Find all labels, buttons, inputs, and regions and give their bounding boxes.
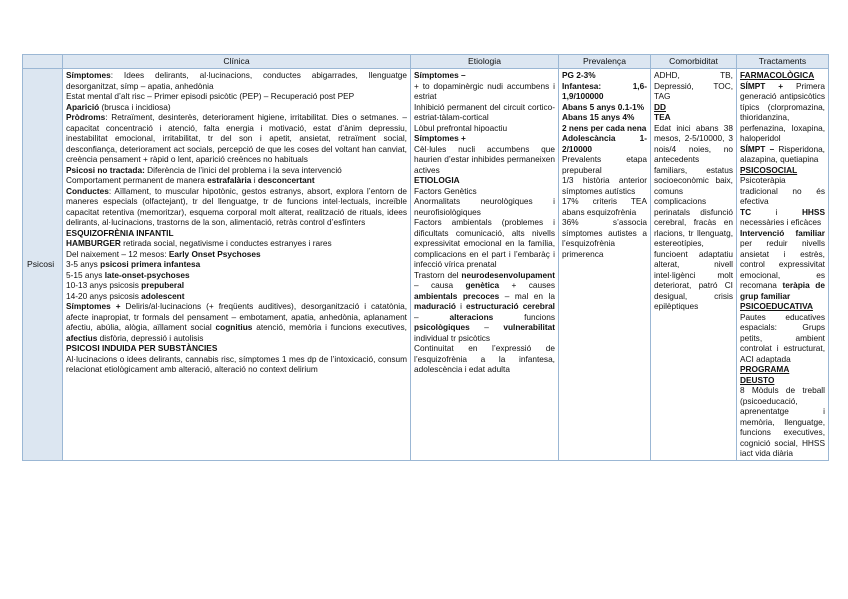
text-run: : Retraïment, desinterès, deteriorament higiene, irritabilitat. Dies o setmanes. – capacitat concentració i atenció, falta energia i motivació, estat d’ànim depressiu, inestabilitat emocional, irritabilitat, tr del son i apetit, ansietat, retraïment social, desconfiança, deteriorament act socials, percepció de que les coses del voltant han canviat, creència pensament + ràpid o lent, aparició creènces no habituals	[66, 112, 407, 164]
cell-paragraph	[414, 102, 555, 123]
text-run: (brusca i incidiosa)	[99, 101, 171, 112]
text-run: ambientals precoces	[414, 290, 500, 301]
text-run: estrafalària	[207, 175, 252, 185]
cell-paragraph	[562, 112, 647, 123]
cell-paragraph	[740, 70, 825, 81]
text-run: Símptomes +	[414, 133, 466, 143]
text-run: Infantesa: 1,6-1,9/100000	[562, 80, 647, 101]
cell-paragraph	[66, 175, 407, 186]
cell-paragraph	[740, 144, 825, 165]
cell-paragraph	[414, 196, 555, 217]
cell-paragraph	[414, 343, 555, 375]
text-run: Comportament permanent de manera	[66, 175, 208, 185]
text-run: PROGRAMA DEUSTO	[740, 364, 790, 385]
cell-paragraph	[66, 165, 407, 176]
cell-paragraph	[66, 102, 407, 113]
text-run: Anormalitats neurològiques i neurofisiològiques	[414, 196, 555, 217]
text-run: Edat inici abans 38 mesos, 2-5/10000, 3 nois/4 noies, no antecedents familiars, estatus socioeconòmic baix, comuns complicacions perinatals disfunció cerebral, fracàs en rlacions, tr llenguatg, estereotípies, funcioent adaptatiu alterat, nivell intel·ligènci molt deteriorat, patró CI desigual, crisis epilèptiques	[654, 122, 733, 311]
text-run: Conductes	[66, 185, 109, 196]
text-run: 5-15 anys	[66, 269, 105, 280]
text-run: TC	[740, 206, 752, 217]
text-run: – mal en la	[499, 290, 555, 301]
cell-paragraph	[740, 81, 825, 144]
text-run: estructuració cerebral	[466, 301, 555, 311]
cell-etiologia	[411, 69, 559, 461]
text-run: Psicosi no tractada:	[66, 164, 145, 175]
text-run: adolescent	[141, 290, 185, 301]
cell-paragraph	[66, 186, 407, 228]
text-run: PG 2-3%	[562, 70, 596, 80]
text-run: ADHD, TB, Depressió, TOC, TAG	[654, 70, 733, 101]
text-run: vulnerabilitat	[503, 322, 555, 332]
text-run: neurodesenvolupament	[461, 269, 555, 280]
text-run: – causa	[414, 280, 466, 290]
text-run: teràpia de grup familiar	[740, 280, 825, 301]
text-run: i	[751, 206, 802, 217]
text-run: genètica	[465, 280, 500, 290]
text-run: Pròdroms	[66, 112, 106, 122]
cell-paragraph	[740, 364, 825, 385]
text-run: atenció, memòria i funcions executives,	[252, 322, 407, 332]
text-run: Del naixement – 12 mesos:	[66, 248, 169, 259]
text-run: Estat mental d’alt risc – Primer episodi psicòtic (PEP) – Recuperació post PEP	[66, 91, 355, 101]
cell-paragraph	[740, 312, 825, 365]
header-empty	[23, 55, 63, 69]
text-run: individual tr psicòtics	[414, 332, 491, 343]
text-run: Lòbul prefrontal hipoactiu	[414, 122, 508, 133]
text-run: Intervenció familiar	[740, 227, 825, 238]
cell-paragraph	[66, 228, 407, 239]
header-prevalenca: Prevalença	[559, 55, 651, 69]
text-run: 36% s’associa símptomes autistes a l’esquizofrènia primerenca	[562, 217, 647, 259]
cell-paragraph	[740, 301, 825, 312]
text-run: : Aïllament, to muscular hipotònic, gestos estranys, absort, explora l’entorn de maneres especials (olfactejant), tr del llenguatge, tr de funcions intel·lectuals, increïble capacitat retentiva (memoritzar), esquema corporal molt alterat, realització de rituals, idees delirants, al·lucinacions, trastorns de la son, alimentació, retràs control d’esfínters	[66, 185, 407, 227]
text-run: SÍMPT +	[740, 80, 784, 91]
text-run: Aparició	[66, 101, 100, 112]
cell-paragraph	[740, 165, 825, 176]
text-run: Psicoteràpia tradicional no és efectiva	[740, 175, 825, 206]
header-tractaments: Tractaments	[737, 55, 829, 69]
text-run: alteracions	[449, 311, 494, 322]
header-comorbiditat: Comorbiditat	[651, 55, 737, 69]
cell-paragraph	[654, 112, 733, 123]
text-run: afectius	[66, 332, 98, 343]
text-run: Inhibició permanent del circuit cortico-estriat-tàlam-cortical	[414, 101, 555, 122]
text-run: Adolescància 1-2/10000	[562, 133, 647, 154]
cell-paragraph	[740, 228, 825, 302]
text-run: Diferència de l’inici del problema i la seva intervenció	[144, 164, 342, 175]
cell-paragraph	[562, 102, 647, 113]
cell-tractaments	[737, 69, 829, 461]
text-run: funcions	[493, 311, 555, 322]
cell-paragraph	[66, 270, 407, 281]
cell-prevalenca	[559, 69, 651, 461]
text-run: ETIOLOGIA	[414, 175, 460, 185]
text-run: Símptomes –	[414, 70, 466, 80]
cell-paragraph	[414, 144, 555, 176]
text-run: FARMACOLÒGICA	[740, 70, 815, 80]
cell-paragraph	[66, 343, 407, 354]
text-run: DD	[654, 101, 666, 112]
text-run: Símptomes +	[66, 301, 121, 311]
text-run: Pautes educatives espacials: Grups petits, ambient controlat i estructurat, ACI adaptada	[740, 311, 825, 364]
text-run: maduració	[414, 301, 456, 311]
text-run: 3-5 anys	[66, 259, 101, 269]
cell-paragraph	[414, 70, 555, 81]
text-run: ESQUIZOFRÈNIA INFANTIL	[66, 227, 174, 238]
text-run: Cèl·lules nucli accumbens que haurien d’estar inhibides permaneixen actives	[414, 143, 555, 175]
text-run: prepuberal	[141, 280, 185, 290]
header-clinica: Clínica	[63, 55, 411, 69]
text-run: PSICOSOCIAL	[740, 164, 798, 175]
cell-paragraph	[740, 385, 825, 459]
text-run: : Idees delirants, al·lucinacions, conductes abigarrades, llenguatge desorganitzat, símp – apatia, anhedònia	[66, 70, 407, 91]
text-run: Símptomes	[66, 70, 111, 80]
text-run: 2 nens per cada nena	[562, 122, 647, 133]
text-run: Prevalents etapa prepuberal	[562, 154, 647, 175]
cell-paragraph	[740, 175, 825, 207]
cell-paragraph	[66, 70, 407, 91]
text-run: psicosi primera infantesa	[100, 259, 201, 269]
text-run: 8 Mòduls de treball (psicoeducació, aprenentatge i memòria, llenguatge, funcions executives, cognició social, HHSS iact vida diària	[740, 385, 825, 458]
cell-paragraph	[414, 186, 555, 197]
cell-paragraph	[562, 123, 647, 134]
cell-paragraph	[562, 81, 647, 102]
text-run: Primera generació antipsicòtics típics (clorpromazina, thioridanzina, perfenazina, loxapina, haloperidol	[740, 80, 825, 143]
cell-paragraph	[740, 207, 825, 228]
text-run: 10-13 anys psicosis	[66, 280, 142, 290]
text-run: 14-20 anys psicosis	[66, 290, 142, 301]
text-run: retirada social, negativisme i conductes estranyes i rares	[120, 238, 332, 248]
text-run: Continuitat en l’expressió de l’esquizofrènia a la infantesa, adolescència i edat adulta	[414, 343, 555, 374]
text-run: Abans 15 anys 4%	[562, 112, 635, 122]
text-run: TEA	[654, 112, 671, 122]
cell-paragraph	[414, 270, 555, 344]
cell-paragraph	[66, 91, 407, 102]
text-run: –	[414, 311, 450, 322]
text-run: necessàries i eficàces	[740, 217, 822, 227]
text-run: i	[455, 301, 467, 311]
cell-clinica	[63, 69, 411, 461]
psychosis-summary-table	[22, 54, 829, 461]
cell-paragraph	[414, 81, 555, 102]
table-row-psicosi	[23, 69, 829, 461]
text-run: –	[469, 322, 504, 332]
text-run: PSICOSI INDUIDA PER SUBSTÀNCIES	[66, 343, 218, 353]
cell-paragraph	[654, 102, 733, 113]
cell-paragraph	[66, 259, 407, 270]
row-label-psicosi: Psicosi	[23, 69, 63, 461]
cell-paragraph	[66, 280, 407, 291]
text-run: Risperidona, alazapina, quetiapina	[740, 143, 825, 164]
text-run: desconcertant	[257, 175, 315, 185]
text-run: 17% criteris TEA abans esquizofrènia	[562, 196, 647, 217]
text-run: cognitius	[215, 322, 253, 332]
table-header-row	[23, 55, 829, 69]
text-run: psicològiques	[414, 322, 470, 332]
text-run: Al·lucinacions o idees delirants, cannabis risc, símptomes 1 mes dp de l’intoxicació, consum relacionat etiològicament amb alteració, alteració no context delirium	[66, 353, 407, 374]
text-run: Factors Genètics	[414, 185, 477, 196]
text-run: Abans 5 anys 0.1-1%	[562, 101, 645, 112]
text-run: Trastorn del	[414, 269, 462, 280]
text-run: disfòria, depressió i autolisis	[97, 332, 204, 343]
header-etiologia: Etiologia	[411, 55, 559, 69]
cell-paragraph	[414, 133, 555, 144]
text-run: PSICOEDUCATIVA	[740, 301, 813, 311]
text-run: per reduir nivells ansietat i estrès, control expressivitat emocional, es recomana	[740, 238, 825, 290]
text-run: + to dopaminèrgic nudi accumbens i estriat	[414, 80, 555, 101]
cell-paragraph	[654, 123, 733, 312]
cell-comorbiditat	[651, 69, 737, 461]
cell-paragraph	[562, 154, 647, 175]
text-run: Factors ambientals (problemes i dificultats comunicació, alts nivells expressivitat emocional en la família, complicacions en el part i l’embaràç i infecció vírica prenatal	[414, 217, 555, 269]
cell-paragraph	[562, 70, 647, 81]
cell-paragraph	[414, 175, 555, 186]
cell-paragraph	[66, 354, 407, 375]
text-run: late-onset-psychoses	[104, 269, 190, 280]
text-run: Deliris/al·lucinacions (+ freqüents auditives), desorganització i catatònia, afecte inapropiat, tr formals del pensament – embotament, apatia, anhedònia, aplanament afectiu, abúlia, alògia, aïllament social	[66, 301, 408, 332]
cell-paragraph	[654, 70, 733, 102]
cell-paragraph	[66, 112, 407, 165]
text-run: HAMBURGER	[66, 238, 121, 248]
text-run: + causes	[499, 280, 555, 290]
text-run: SÍMPT –	[740, 143, 775, 154]
cell-paragraph	[66, 291, 407, 302]
cell-paragraph	[562, 133, 647, 154]
text-run: HHSS	[801, 206, 825, 217]
cell-paragraph	[66, 249, 407, 260]
cell-paragraph	[66, 301, 407, 343]
text-run: 1/3 història anterior símptomes autístics	[562, 175, 647, 196]
text-run: Early Onset Psychoses	[168, 248, 261, 259]
cell-paragraph	[562, 196, 647, 217]
text-run: i	[251, 175, 258, 185]
cell-paragraph	[562, 217, 647, 259]
cell-paragraph	[66, 238, 407, 249]
cell-paragraph	[414, 123, 555, 134]
cell-paragraph	[414, 217, 555, 270]
cell-paragraph	[562, 175, 647, 196]
